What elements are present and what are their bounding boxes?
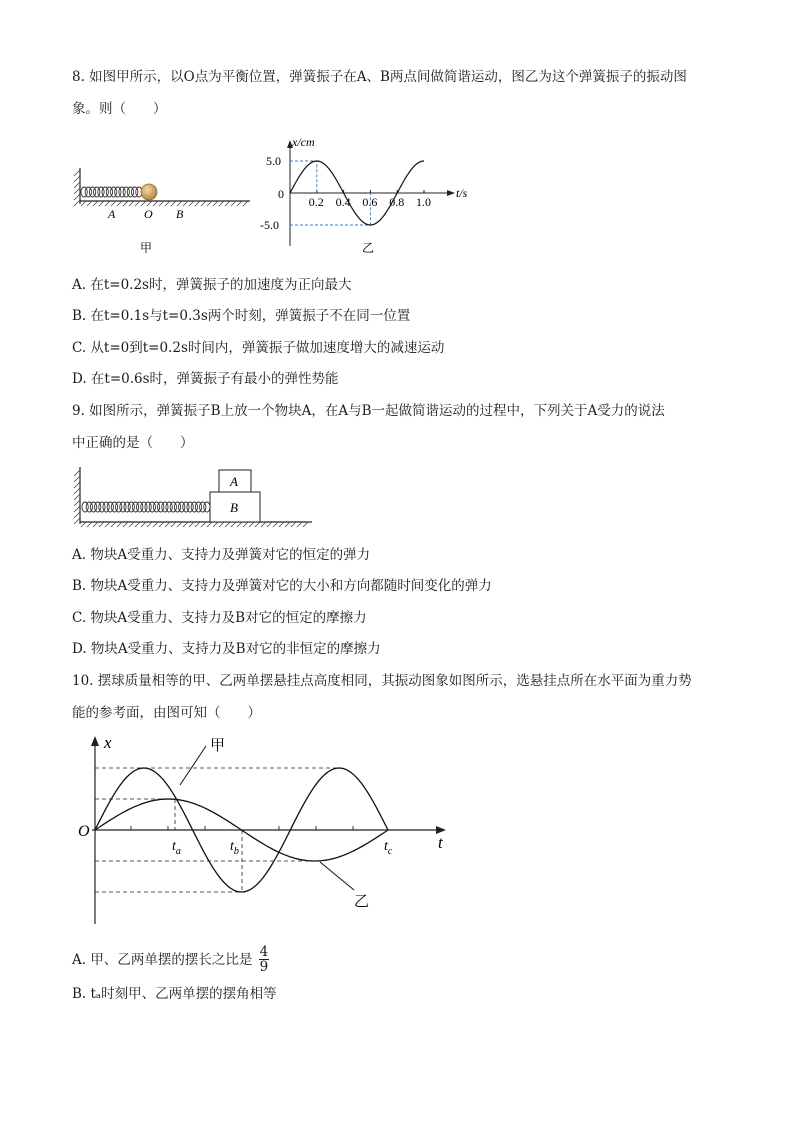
q9-stem-line2: 中正确的是（ ） [72, 435, 194, 451]
block-A-label: A [230, 474, 238, 489]
q10-y-axis-label: x [104, 733, 112, 752]
q10-curve-jia-label: 甲 [210, 738, 226, 754]
q8-option-b: B. 在t=0.1s与t=0.3s两个时刻，弹簧振子不在同一位置 [72, 308, 411, 324]
x-tick-label-3: 0.8 [389, 195, 405, 209]
caption-jia: 甲 [140, 241, 153, 255]
chart-x-axis-label: t/s [456, 186, 468, 200]
q9-stem-line1: 9. 如图所示，弹簧振子B上放一个物块A，在A与B一起做简谐运动的过程中，下列关于A受力的说法 [72, 403, 665, 419]
chart-origin-label: 0 [278, 187, 284, 201]
q10-tc-label: $t_c$ [384, 839, 393, 857]
q10-curve-yi-label: 乙 [354, 894, 370, 910]
q8-option-a: A. 在t=0.2s时，弹簧振子的加速度为正向最大 [72, 277, 352, 293]
block-B-label: B [230, 500, 238, 515]
q8-option-d: D. 在t=0.6s时，弹簧振子有最小的弹性势能 [72, 371, 339, 387]
q10-ta-label: $t_a$ [172, 839, 181, 857]
fraction-numerator: 4 [259, 944, 269, 960]
q8-stem-line1: 8. 如图甲所示，以O点为平衡位置，弹簧振子在A、B两点间做简谐运动，图乙为这个弹簧振子的振动图 [72, 69, 687, 85]
q10-option-a [72, 946, 269, 975]
caption-yi: 乙 [362, 241, 375, 255]
q10-x-axis-label: t [438, 833, 443, 852]
q10-stem-line1: 10. 摆球质量相等的甲、乙两单摆悬挂点高度相同，其振动图象如图所示，选悬挂点所在水平面为重力势 [72, 673, 692, 689]
q9-option-c: C. 物块A受重力、支持力及B对它的恒定的摩擦力 [72, 610, 367, 626]
q10-tb-label: $t_b$ [230, 839, 239, 857]
q9-option-b: B. 物块A受重力、支持力及弹簧对它的大小和方向都随时间变化的弹力 [72, 578, 492, 594]
x-tick-label-1: 0.4 [335, 195, 351, 209]
x-tick-label-0: 0.2 [308, 195, 324, 209]
q10-origin-label: O [78, 823, 90, 840]
fraction-denominator: 9 [259, 959, 269, 975]
label-A: A [108, 207, 116, 221]
y-tick-label-0: 5.0 [266, 154, 281, 168]
x-tick-label-4: 1.0 [416, 195, 431, 209]
q10-stem-line2: 能的参考面，由图可知（ ） [72, 705, 261, 721]
y-tick-label-1: -5.0 [260, 218, 279, 232]
q8-option-c: C. 从t=0到t=0.2s时间内，弹簧振子做加速度增大的减速运动 [72, 340, 445, 356]
q9-option-d: D. 物块A受重力、支持力及B对它的非恒定的摩擦力 [72, 641, 381, 657]
x-tick-label-2: 0.6 [362, 195, 378, 209]
label-B: B [176, 207, 184, 221]
chart-y-axis-label: x/cm [292, 135, 315, 149]
q9-option-a: A. 物块A受重力、支持力及弹簧对它的恒定的弹力 [72, 547, 371, 563]
q10-option-a-fraction [259, 945, 270, 974]
label-O: O [144, 207, 153, 221]
q10-option-a-text: A. 甲、乙两单摆的摆长之比是 [72, 952, 253, 968]
q10-option-b: B. tₐ时刻甲、乙两单摆的摆角相等 [72, 986, 277, 1002]
q8-stem-line2: 象。则（ ） [72, 101, 167, 117]
